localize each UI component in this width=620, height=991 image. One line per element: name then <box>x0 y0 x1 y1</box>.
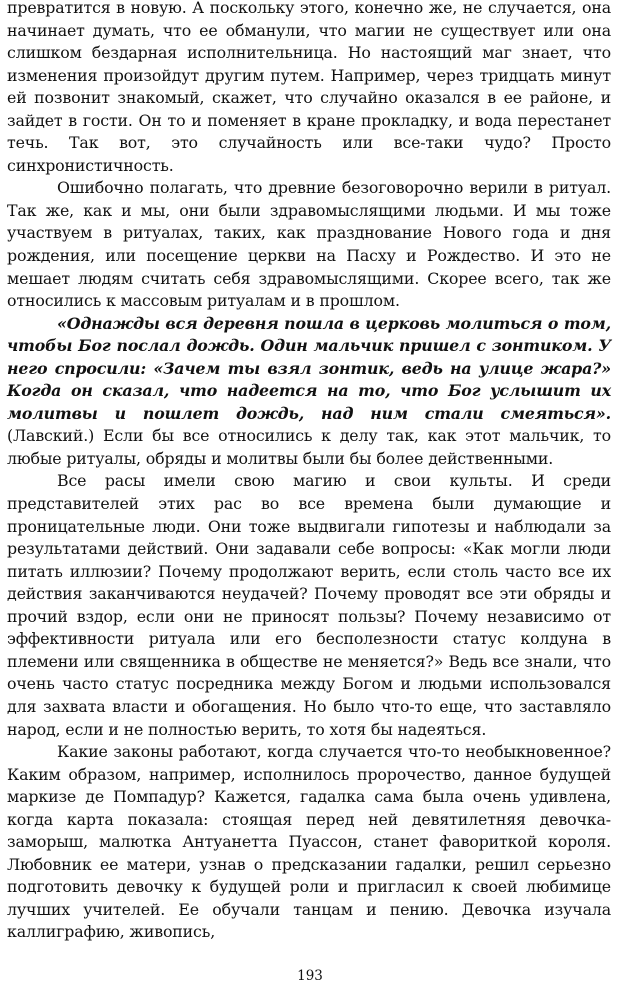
paragraph-pompadour: Какие законы работают, когда случается что-то необыкновенное? Каким образом, например, исполнилось пророчество, данное будущей маркизе де Помпадур? Кажется, гадалка сама была очень удивлена, когда карта показала: стоящая перед ней девятилетняя девочка-заморыш, малютка Антуанетта Пуассон, станет фавориткой короля. Любовник ее матери, узнав о предсказании гадалки, решил серьезно подготовить девочку к будущей роли и пригласил к своей любимице лучших учителей. Ее обучали танцам и пению. Девочка изучала каллиграфию, живопись, <box>7 742 611 942</box>
paragraph-races-magic: Все расы имели свою магию и свои культы. И среди представителей этих рас во все времена были думающие и проницательные люди. Они тоже выдвигали гипотезы и наблюдали за результатами действий. Они задавали себе вопросы: «Как могли люди питать иллюзии? Почему продолжают верить, если столь часто все их действия заканчиваются неудачей? Почему проводят все эти обряды и прочий вздор, если они не приносят пользы? Почему независимо от эффективности ритуала или его бесполезности статус колдуна в племени или священника в обществе не меняется?» Ведь все знали, что очень часто статус посредника между Богом и людьми использовался для захвата власти и обогащения. Но было что-то еще, что заставляло народ, если и не полностью верить, то хотя бы надеяться. <box>7 471 611 739</box>
page-text <box>7 0 611 944</box>
paragraph-umbrella-quote <box>7 313 611 471</box>
paragraph-ritual-belief: Ошибочно полагать, что древние безоговорочно верили в ритуал. Так же, как и мы, они были здравомыслящими людьми. И мы тоже участвуем в ритуалах, таких, как празднование Нового года и дня рождения, или посещение церкви на Пасху и Рождество. И это не мешает людям считать себя здравомыслящими. Скорее всего, так же относились к массовым ритуалам и в прошлом. <box>7 178 611 311</box>
page-number: 193 <box>297 968 323 984</box>
quote-attribution-text: (Лавский.) Если бы все относились к делу так, как этот мальчик, то любые ритуалы, обряды и молитвы были бы более действенными. <box>7 426 611 468</box>
paragraph-continued: превратится в новую. А поскольку этого, конечно же, не случается, она начинает думать, что ее обманули, что магии не существует или она слишком бездарная исполнительница. Но настоящий маг знает, что изменения произойдут другим путем. Например, через тридцать минут ей позвонит знакомый, скажет, что случайно оказался в ее районе, и зайдет в гости. Он то и поменяет в кране прокладку, и вода перестанет течь. Так вот, это случайность или все-таки чудо? Просто синхронистичность. <box>7 0 611 175</box>
quote-umbrella-boy: «Однажды вся деревня пошла в церковь молиться о том, чтобы Бог послал дождь. Один мальчик пришел с зонтиком. У него спросили: «Зачем ты взял зонтик, ведь на улице жара?» Когда он сказал, что надеется на то, что Бог услышит их молитвы и пошлет дождь, над ним стали смеяться». <box>7 313 611 423</box>
